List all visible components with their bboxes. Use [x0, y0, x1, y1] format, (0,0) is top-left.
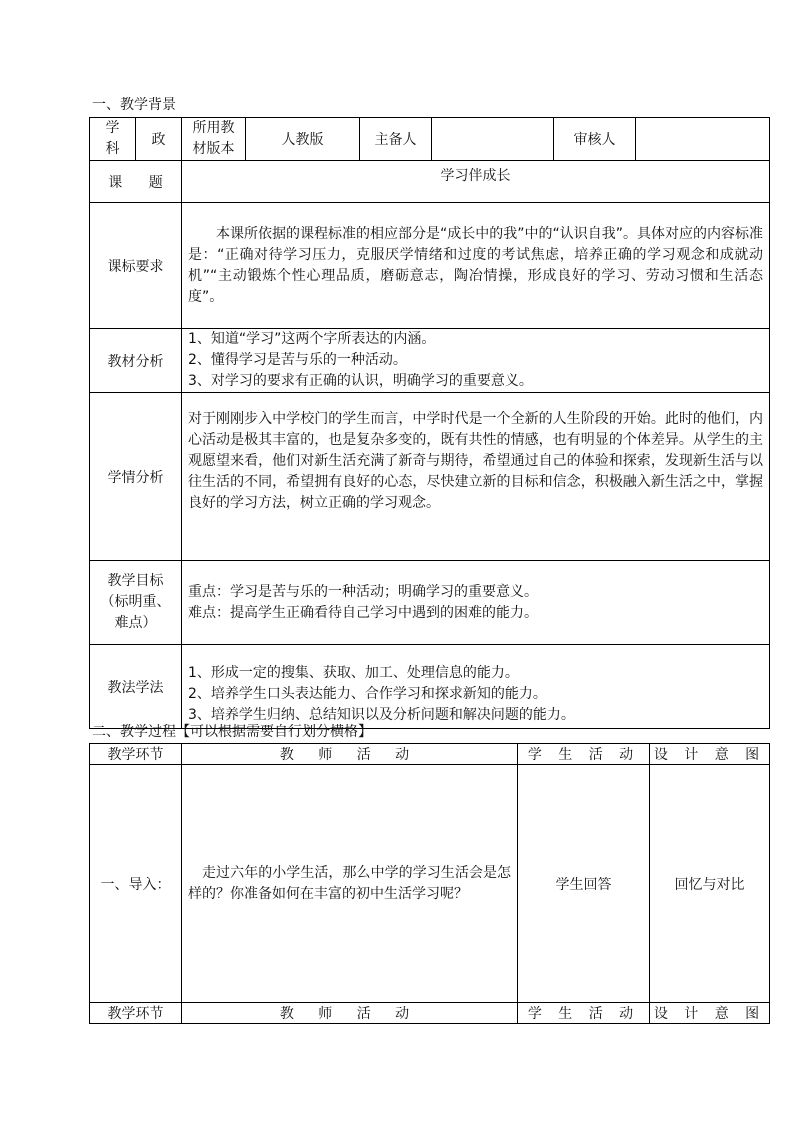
header-design: 设 计 意 图 — [650, 1003, 770, 1024]
edition-value: 人教版 — [246, 118, 360, 161]
header-design: 设 计 意 图 — [650, 744, 770, 765]
design-intent: 回忆与对比 — [650, 765, 770, 1003]
goal-item: 难点：提高学生正确看待自己学习中遇到的困难的能力。 — [188, 604, 538, 621]
header-teacher: 教 师 活 动 — [182, 1003, 518, 1024]
textbook-label: 教材分析 — [90, 329, 182, 393]
goal-item: 重点：学习是苦与乐的一种活动；明确学习的重要意义。 — [188, 583, 538, 600]
student-activity: 学生回答 — [518, 765, 650, 1003]
edition-label: 所用教材版本 — [182, 118, 246, 161]
subject-label: 学 科 — [90, 118, 136, 161]
goal-label-line: 难点） — [114, 615, 157, 631]
method-item: 3、培养学生归纳、总结知识以及分析问题和解决问题的能力。 — [188, 707, 575, 723]
reviewer-label: 审核人 — [554, 118, 636, 161]
method-item: 2、培养学生口头表达能力、合作学习和探求新知的能力。 — [188, 686, 547, 702]
textbook-item: 2、懂得学习是苦与乐的一种活动。 — [188, 352, 407, 368]
preparer-value — [432, 118, 554, 161]
student-label: 学情分析 — [90, 393, 182, 561]
curriculum-text: 本课所依据的课程标准的相应部分是“成长中的我”中的“认识自我”。具体对应的内容标准是：“正确对待学习压力，克服厌学情绪和过度的考试焦虑，培养正确的学习观念和成就动机”“主动锻炼个性心理品质，磨砺意志，陶冶情操，形成良好的学习、劳动习惯和生活态度”。 — [182, 203, 770, 329]
textbook-list — [182, 329, 770, 393]
method-list — [182, 645, 770, 729]
curriculum-label: 课标要求 — [90, 203, 182, 329]
goal-label-line: 教学目标 — [107, 573, 164, 589]
section2-heading: 二、教学过程【可以根据需要自行划分横格】 — [92, 724, 372, 740]
header-teacher: 教 师 活 动 — [182, 744, 518, 765]
method-item: 1、形成一定的搜集、获取、加工、处理信息的能力。 — [188, 665, 519, 681]
student-text: 对于刚刚步入中学校门的学生而言，中学时代是一个全新的人生阶段的开始。此时的他们，内心活动是极其丰富的，也是复杂多变的，既有共性的情感，也有明显的个体差异。从学生的主观愿望来看，他们对新生活充满了新奇与期待，希望通过自己的体验和探索，发现新生活与以往生活的不同，希望拥有良好的心态，尽快建立新的目标和信念，积极融入新生活之中，掌握良好的学习方法，树立正确的学习观念。 — [182, 393, 770, 561]
topic-label: 课 题 — [90, 161, 182, 203]
textbook-item: 3、对学习的要求有正确的认识，明确学习的重要意义。 — [188, 373, 533, 389]
header-student: 学 生 活 动 — [518, 744, 650, 765]
textbook-item: 1、知道“学习”这两个字所表达的内涵。 — [188, 331, 436, 347]
process-table — [89, 743, 770, 1024]
goal-label-line: （标明重、 — [100, 594, 171, 610]
teacher-activity: 走过六年的小学生活，那么中学的学习生活会是怎样的？你准备如何在丰富的初中生活学习呢？ — [182, 765, 518, 1003]
reviewer-value — [636, 118, 770, 161]
header-student: 学 生 活 动 — [518, 1003, 650, 1024]
method-label: 教法学法 — [90, 645, 182, 729]
header-stage: 教学环节 — [90, 744, 182, 765]
preparer-label: 主备人 — [360, 118, 432, 161]
stage-cell: 一、导入： — [90, 765, 182, 1003]
subject-value: 政 — [136, 118, 182, 161]
goal-list — [182, 561, 770, 645]
topic-value: 学习伴成长 — [182, 161, 770, 203]
header-stage: 教学环节 — [90, 1003, 182, 1024]
goal-label — [90, 561, 182, 645]
background-table — [89, 117, 770, 729]
section1-heading: 一、教学背景 — [92, 97, 176, 113]
